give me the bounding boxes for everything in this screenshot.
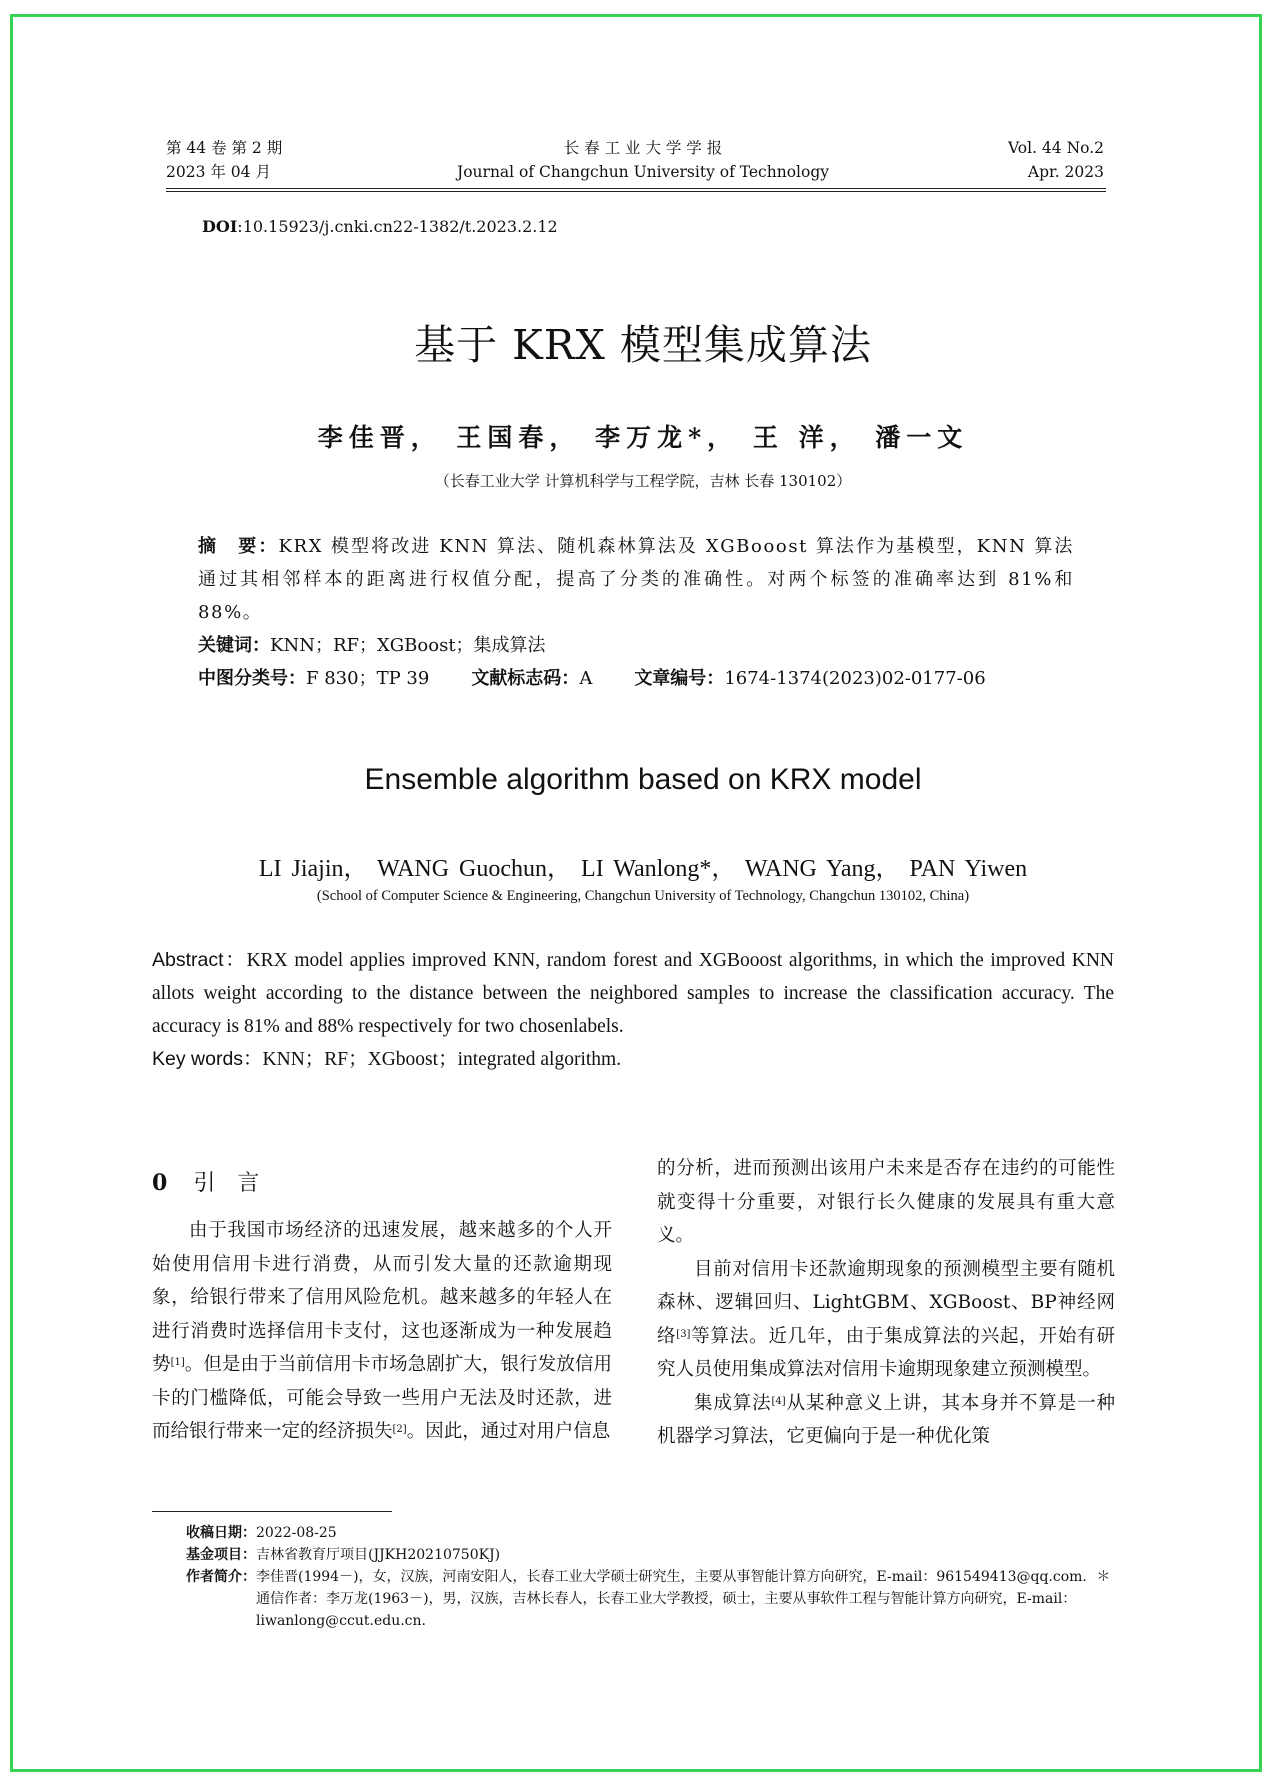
paragraph: 的分析，进而预测出该用户未来是否存在违约的可能性就变得十分重要，对银行长久健康的发展具有重大意义。	[657, 1158, 1115, 1246]
section-number: 0	[152, 1170, 168, 1196]
paragraph-text: 由于我国市场经济的迅速发展，越来越多的个人开始使用信用卡进行消费，从而引发大量的还款逾期现象，给银行带来了信用风险危机。越来越多的年轻人在进行消费时选择信用卡支付，这也逐渐成为一种发展趋势	[152, 1220, 612, 1375]
footnote-value: 吉林省教育厅项目(JJKH20210750KJ)	[256, 1547, 501, 1563]
paragraph	[152, 1214, 612, 1449]
keywords-en-label: Key words：	[152, 1048, 263, 1070]
volume-issue: 第 44 卷 第 2 期	[166, 139, 283, 157]
article-number-value: 1674-1374(2023)02-0177-06	[724, 668, 986, 689]
citation-ref: [2]	[392, 1424, 407, 1435]
issue-date-en: Apr. 2023	[1027, 163, 1104, 181]
keywords-cn-label: 关键词：	[198, 635, 270, 656]
paper-title-en: Ensemble algorithm based on KRX model	[364, 763, 922, 796]
footnote-value: 李佳晋(1994－)，女，汉族，河南安阳人，长春工业大学硕士研究生，主要从事智能计算方向研究，E-mail：961549413@qq.com．＊通信作者：李万龙(1963－)，男，汉族，吉林长春人，长春工业大学教授，硕士，主要从事软件工程与智能计算方向研究，E-mail：liwanlong@ccut.edu.cn.	[256, 1569, 1111, 1629]
keywords-en-text: KNN；RF；XGboost；integrated algorithm.	[262, 1049, 622, 1070]
doi-value: :10.15923/j.cnki.cn22-1382/t.2023.2.12	[237, 217, 558, 236]
header-rule-bottom	[166, 191, 1106, 192]
abstract-cn-label: 摘 要：	[198, 536, 279, 557]
paragraph	[657, 1253, 1115, 1387]
footnote-received	[186, 1522, 1116, 1544]
paragraph-text: 集成算法	[694, 1392, 772, 1414]
keywords-en	[152, 1043, 621, 1076]
footnotes	[186, 1522, 1116, 1632]
journal-name-en: Journal of Changchun University of Technology	[457, 163, 829, 181]
classification-row	[198, 662, 986, 695]
clc-label: 中图分类号：	[198, 668, 306, 689]
footnote-label: 收稿日期：	[186, 1525, 256, 1541]
footnote-author	[186, 1566, 1116, 1632]
affiliation-cn: （长春工业大学 计算机科学与工程学院，吉林 长春 130102）	[434, 472, 852, 490]
journal-name-cn: 长 春 工 业 大 学 学 报	[563, 139, 723, 157]
abstract-en	[152, 944, 1114, 1043]
keywords-cn-text: KNN；RF；XGBoost；集成算法	[270, 635, 546, 656]
doc-code-value: A	[579, 668, 593, 689]
abstract-cn-text: KRX 模型将改进 KNN 算法、随机森林算法及 XGBooost 算法作为基模型，KNN 算法通过其相邻样本的距离进行权值分配，提高了分类的准确性。对两个标签的准确率达到 81%和 88%。	[198, 536, 1074, 623]
authors-cn: 李佳晋， 王国春， 李万龙*， 王 洋， 潘一文	[317, 423, 969, 452]
body-left-column	[152, 1214, 612, 1449]
citation-ref: [1]	[170, 1357, 185, 1368]
abstract-cn	[198, 530, 1074, 629]
paragraph-text: 。因此，通过对用户信息	[406, 1421, 611, 1442]
paragraph-text: 。但是由于当前信用卡市场急剧扩大，银行发放信用卡的门槛降低，可能会导致一些用户无法及时还款，进而给银行带来一定的经济损失	[152, 1354, 612, 1442]
footnote-label: 基金项目：	[186, 1547, 256, 1563]
footnote-label: 作者简介：	[186, 1569, 256, 1585]
footnote-value: 2022-08-25	[256, 1525, 337, 1541]
article-number-label: 文章编号：	[634, 668, 725, 689]
keywords-cn	[198, 629, 546, 662]
section-heading	[152, 1166, 281, 1197]
footnote-fund	[186, 1544, 1116, 1566]
section-title: 引言	[193, 1171, 282, 1196]
paragraph-text: 从某种意义上讲，其本身并不算是一种机器学习算法，它更偏向于是一种优化策	[657, 1392, 1115, 1447]
abstract-en-label: Abstract：	[152, 949, 247, 971]
paragraph-text: 目前对信用卡还款逾期现象的预测模型主要有随机森林、逻辑回归、LightGBM、XGBoost、BP神经网络	[657, 1258, 1115, 1347]
issue-date: 2023 年 04 月	[166, 163, 271, 181]
doc-code-label: 文献标志码：	[471, 668, 580, 689]
abstract-en-text: KRX model applies improved KNN, random forest and XGBooost algorithms, in which the improved KNN allots weight according to the distance between the neighbored samples to increase the classification accuracy. The accuracy is 81% and 88% respectively for two chosenlabels.	[152, 950, 1114, 1037]
footnote-rule	[152, 1511, 392, 1512]
doi-label: DOI	[202, 217, 238, 236]
header-rule-top	[166, 188, 1106, 189]
paragraph-text: 等算法。近几年，由于集成算法的兴起，开始有研究人员使用集成算法对信用卡逾期现象建立预测模型。	[657, 1325, 1115, 1380]
citation-ref: [4]	[771, 1395, 786, 1407]
affiliation-en: (School of Computer Science & Engineering, Changchun University of Technology, Changchun 130102, China)	[316, 888, 970, 904]
citation-ref: [3]	[676, 1328, 691, 1340]
clc-value: F 830；TP 39	[306, 668, 430, 689]
body-right-column	[657, 1152, 1115, 1454]
paper-title-cn: 基于 KRX 模型集成算法	[414, 321, 872, 369]
authors-en: LI Jiajin， WANG Guochun， LI Wanlong*， WANG Yang， PAN Yiwen	[258, 856, 1028, 882]
volume-issue-en: Vol. 44 No.2	[1008, 139, 1104, 157]
paragraph	[657, 1387, 1115, 1454]
issue-info-en	[1008, 136, 1104, 184]
doi	[202, 217, 558, 236]
